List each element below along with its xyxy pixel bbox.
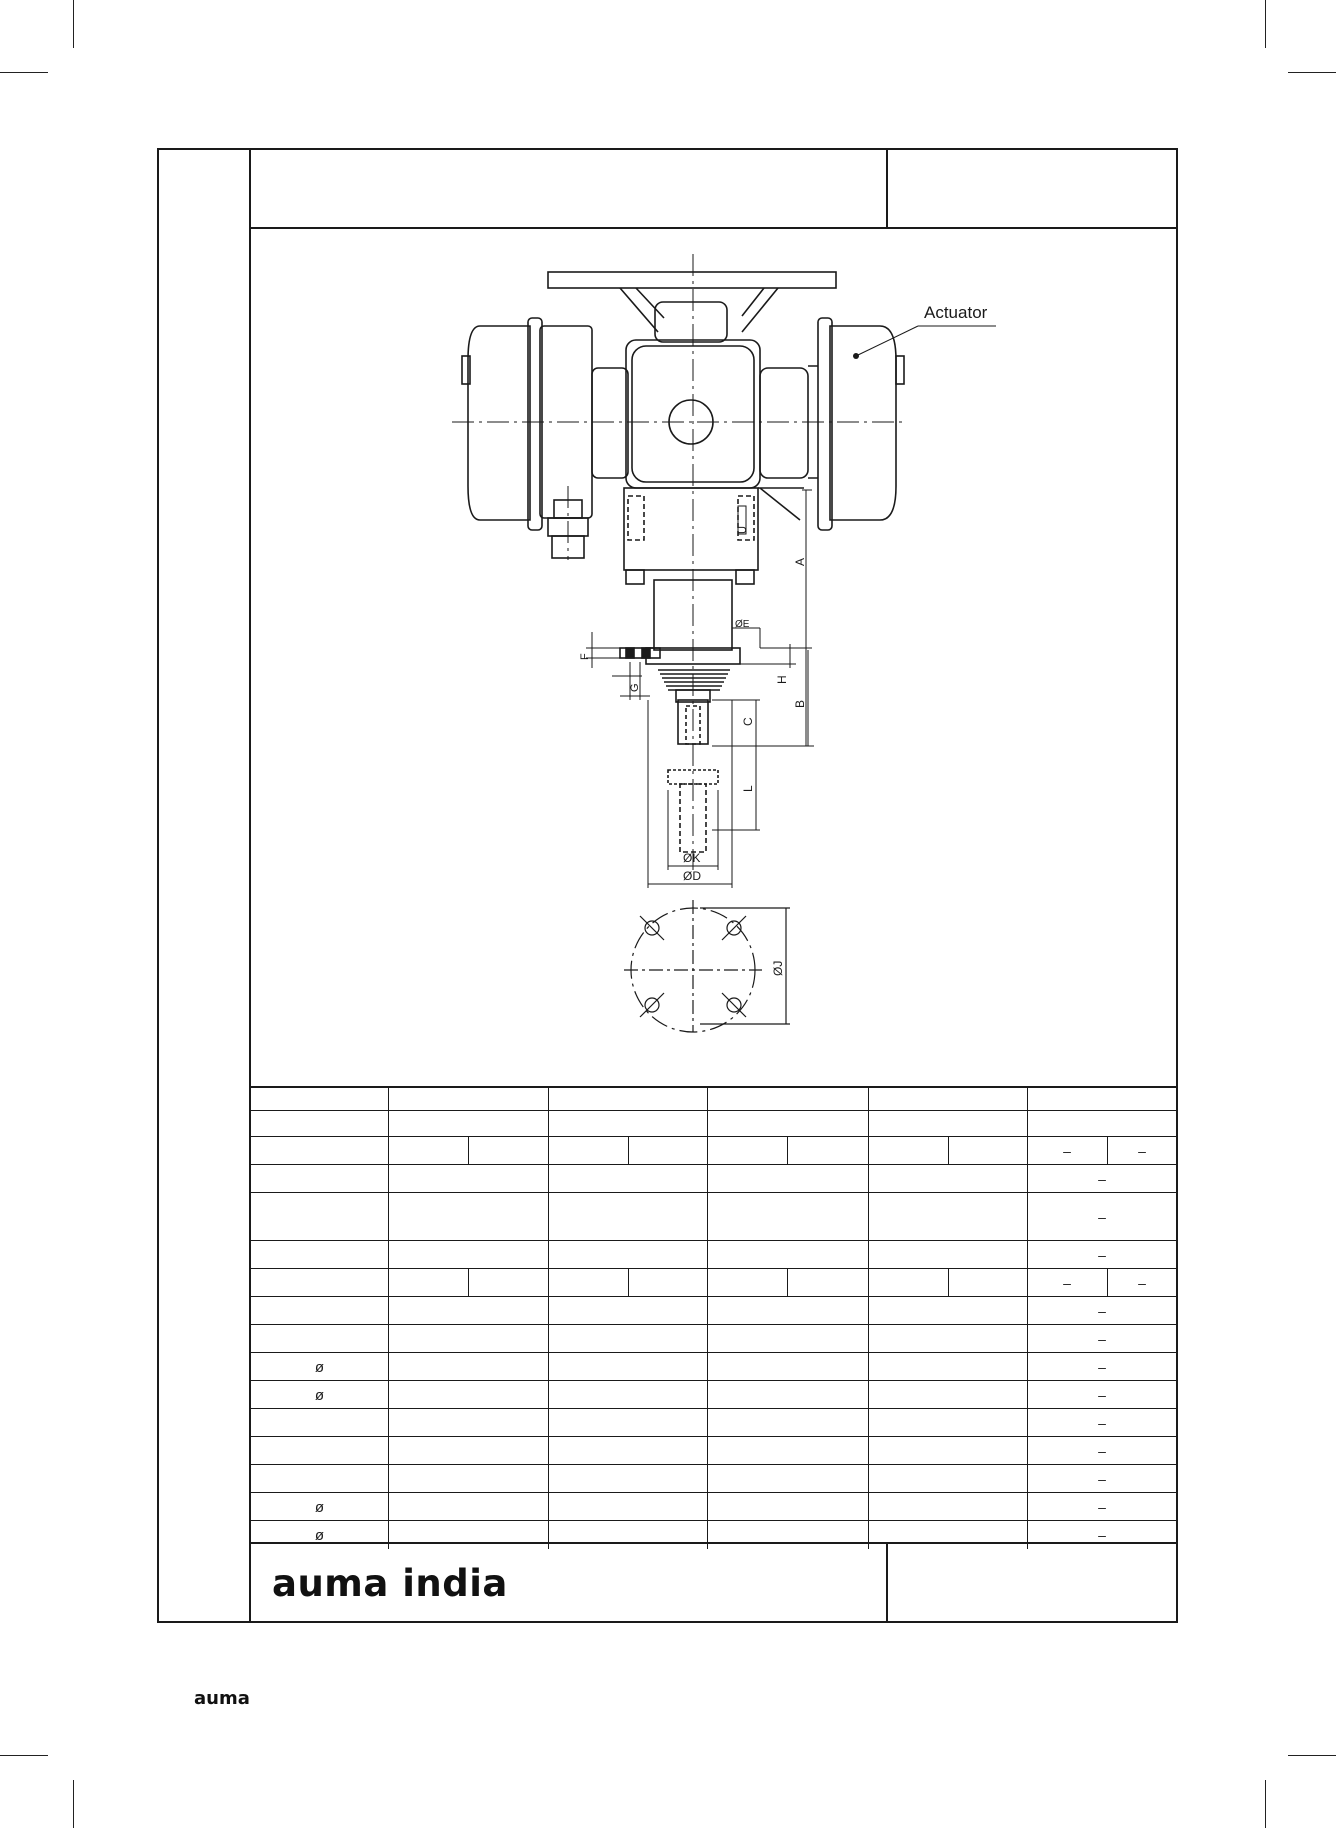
table-cell-value: – <box>1098 1331 1106 1347</box>
table-cell-divider <box>707 1409 708 1437</box>
table-cell-divider <box>548 1409 549 1437</box>
table-cell-divider <box>548 1521 549 1549</box>
table-cell-divider <box>388 1325 389 1353</box>
flange-bolt-circle <box>624 900 790 1032</box>
dim-u-label: U <box>737 526 749 534</box>
table-cell-divider <box>707 1381 708 1409</box>
table-cell-divider <box>388 1088 389 1112</box>
table-cell-value: – <box>1098 1471 1106 1487</box>
table-cell-divider <box>707 1137 708 1165</box>
table-cell-divider <box>948 1269 949 1297</box>
table-cell-divider <box>707 1269 708 1297</box>
table-row <box>251 1324 1177 1353</box>
table-cell-divider <box>388 1193 389 1241</box>
table-row <box>251 1380 1177 1409</box>
table-row <box>251 1136 1177 1165</box>
table-row-label: ø <box>314 1358 325 1376</box>
table-cell-divider <box>787 1137 788 1165</box>
table-cell-divider <box>868 1409 869 1437</box>
dim-phi-j-label: ØJ <box>771 960 785 976</box>
table-cell-divider <box>787 1269 788 1297</box>
table-cell-divider <box>388 1381 389 1409</box>
dim-phi-k-label: ØK <box>683 851 701 865</box>
table-cell-value: – <box>1098 1209 1106 1225</box>
table-row <box>251 1520 1177 1549</box>
table-cell-divider <box>628 1269 629 1297</box>
table-cell-divider <box>707 1493 708 1521</box>
table-cell-divider <box>388 1241 389 1269</box>
table-cell-divider <box>868 1297 869 1325</box>
table-cell-divider <box>1027 1111 1028 1137</box>
table-cell-value: – <box>1098 1171 1106 1187</box>
dim-l-label: L <box>741 785 755 792</box>
table-cell-divider <box>548 1111 549 1137</box>
table-cell-value: – <box>1138 1275 1146 1291</box>
table-cell-divider <box>868 1493 869 1521</box>
table-cell-divider <box>548 1381 549 1409</box>
table-cell-divider <box>468 1269 469 1297</box>
table-row <box>251 1436 1177 1465</box>
table-cell-divider <box>468 1137 469 1165</box>
table-cell-divider <box>868 1325 869 1353</box>
table-cell-divider <box>707 1353 708 1381</box>
table-cell-divider <box>948 1137 949 1165</box>
table-cell-divider <box>868 1193 869 1241</box>
dim-phi-d-label: ØD <box>683 869 701 883</box>
table-cell-value: – <box>1063 1143 1071 1159</box>
table-cell-divider <box>388 1111 389 1137</box>
dim-phi-e-label: ØE <box>735 619 750 630</box>
table-cell-divider <box>548 1088 549 1112</box>
table-cell-divider <box>548 1297 549 1325</box>
table-row-label: ø <box>314 1526 325 1544</box>
table-cell-divider <box>388 1493 389 1521</box>
table-row <box>251 1192 1177 1241</box>
table-cell-divider <box>548 1353 549 1381</box>
table-cell-divider <box>707 1165 708 1193</box>
table-row-label: ø <box>314 1386 325 1404</box>
table-cell-divider <box>868 1437 869 1465</box>
table-cell-divider <box>707 1521 708 1549</box>
table-cell-divider <box>868 1269 869 1297</box>
table-cell-divider <box>548 1493 549 1521</box>
handwheel <box>548 272 836 288</box>
table-cell-divider <box>707 1088 708 1112</box>
left-motor <box>468 326 530 520</box>
auma-footer-logo: auma <box>194 1688 250 1709</box>
table-cell-divider <box>388 1521 389 1549</box>
table-cell-value: – <box>1098 1359 1106 1375</box>
table-cell-value: – <box>1098 1247 1106 1263</box>
table-cell-divider <box>868 1111 869 1137</box>
dim-c-label: C <box>741 717 755 726</box>
table-cell-value: – <box>1098 1387 1106 1403</box>
dim-f-label: F <box>579 653 591 660</box>
table-cell-divider <box>388 1353 389 1381</box>
table-cell-divider <box>548 1193 549 1241</box>
table-cell-divider <box>548 1137 549 1165</box>
table-row <box>251 1464 1177 1493</box>
table-cell-divider <box>868 1165 869 1193</box>
table-cell-divider <box>548 1465 549 1493</box>
table-cell-divider <box>868 1465 869 1493</box>
actuator-callout: Actuator <box>924 303 988 322</box>
table-row <box>251 1164 1177 1193</box>
table-cell-divider <box>868 1521 869 1549</box>
table-cell-divider <box>868 1088 869 1112</box>
table-cell-divider <box>868 1381 869 1409</box>
table-cell-value: – <box>1098 1303 1106 1319</box>
table-row <box>251 1492 1177 1521</box>
dimension-table <box>251 1086 1177 1548</box>
table-cell-divider <box>707 1111 708 1137</box>
table-cell-divider <box>707 1193 708 1241</box>
table-cell-value: – <box>1098 1499 1106 1515</box>
table-cell-divider <box>548 1437 549 1465</box>
table-cell-divider <box>868 1241 869 1269</box>
table-cell-value: – <box>1098 1443 1106 1459</box>
table-cell-divider <box>707 1437 708 1465</box>
auma-india-logo: auma india <box>272 1562 508 1605</box>
table-cell-value: – <box>1098 1527 1106 1543</box>
table-cell-divider <box>548 1165 549 1193</box>
table-cell-divider <box>707 1325 708 1353</box>
table-cell-divider <box>388 1137 389 1165</box>
table-row <box>251 1296 1177 1325</box>
table-cell-divider <box>388 1465 389 1493</box>
table-row <box>251 1408 1177 1437</box>
table-row <box>251 1352 1177 1381</box>
table-cell-divider <box>548 1241 549 1269</box>
table-cell-divider <box>707 1297 708 1325</box>
table-row <box>251 1086 1177 1112</box>
table-cell-divider <box>868 1137 869 1165</box>
dim-h-label: H <box>775 675 789 684</box>
table-row <box>251 1110 1177 1137</box>
table-cell-divider <box>868 1353 869 1381</box>
table-cell-divider <box>1027 1088 1028 1112</box>
table-cell-divider <box>388 1297 389 1325</box>
right-motor <box>830 326 896 520</box>
table-cell-divider <box>707 1465 708 1493</box>
table-row-label: ø <box>314 1498 325 1516</box>
dim-g-label: G <box>629 683 641 692</box>
table-cell-divider <box>707 1241 708 1269</box>
table-row <box>251 1268 1177 1297</box>
dim-a-label: A <box>793 557 807 566</box>
table-cell-divider <box>548 1269 549 1297</box>
table-cell-value: – <box>1063 1275 1071 1291</box>
table-cell-divider <box>548 1325 549 1353</box>
table-cell-divider <box>628 1137 629 1165</box>
table-row <box>251 1240 1177 1269</box>
table-cell-divider <box>388 1409 389 1437</box>
dim-b-label: B <box>793 699 807 708</box>
table-cell-divider <box>388 1165 389 1193</box>
table-cell-value: – <box>1138 1143 1146 1159</box>
table-cell-divider <box>388 1269 389 1297</box>
table-cell-divider <box>388 1437 389 1465</box>
table-cell-value: – <box>1098 1415 1106 1431</box>
